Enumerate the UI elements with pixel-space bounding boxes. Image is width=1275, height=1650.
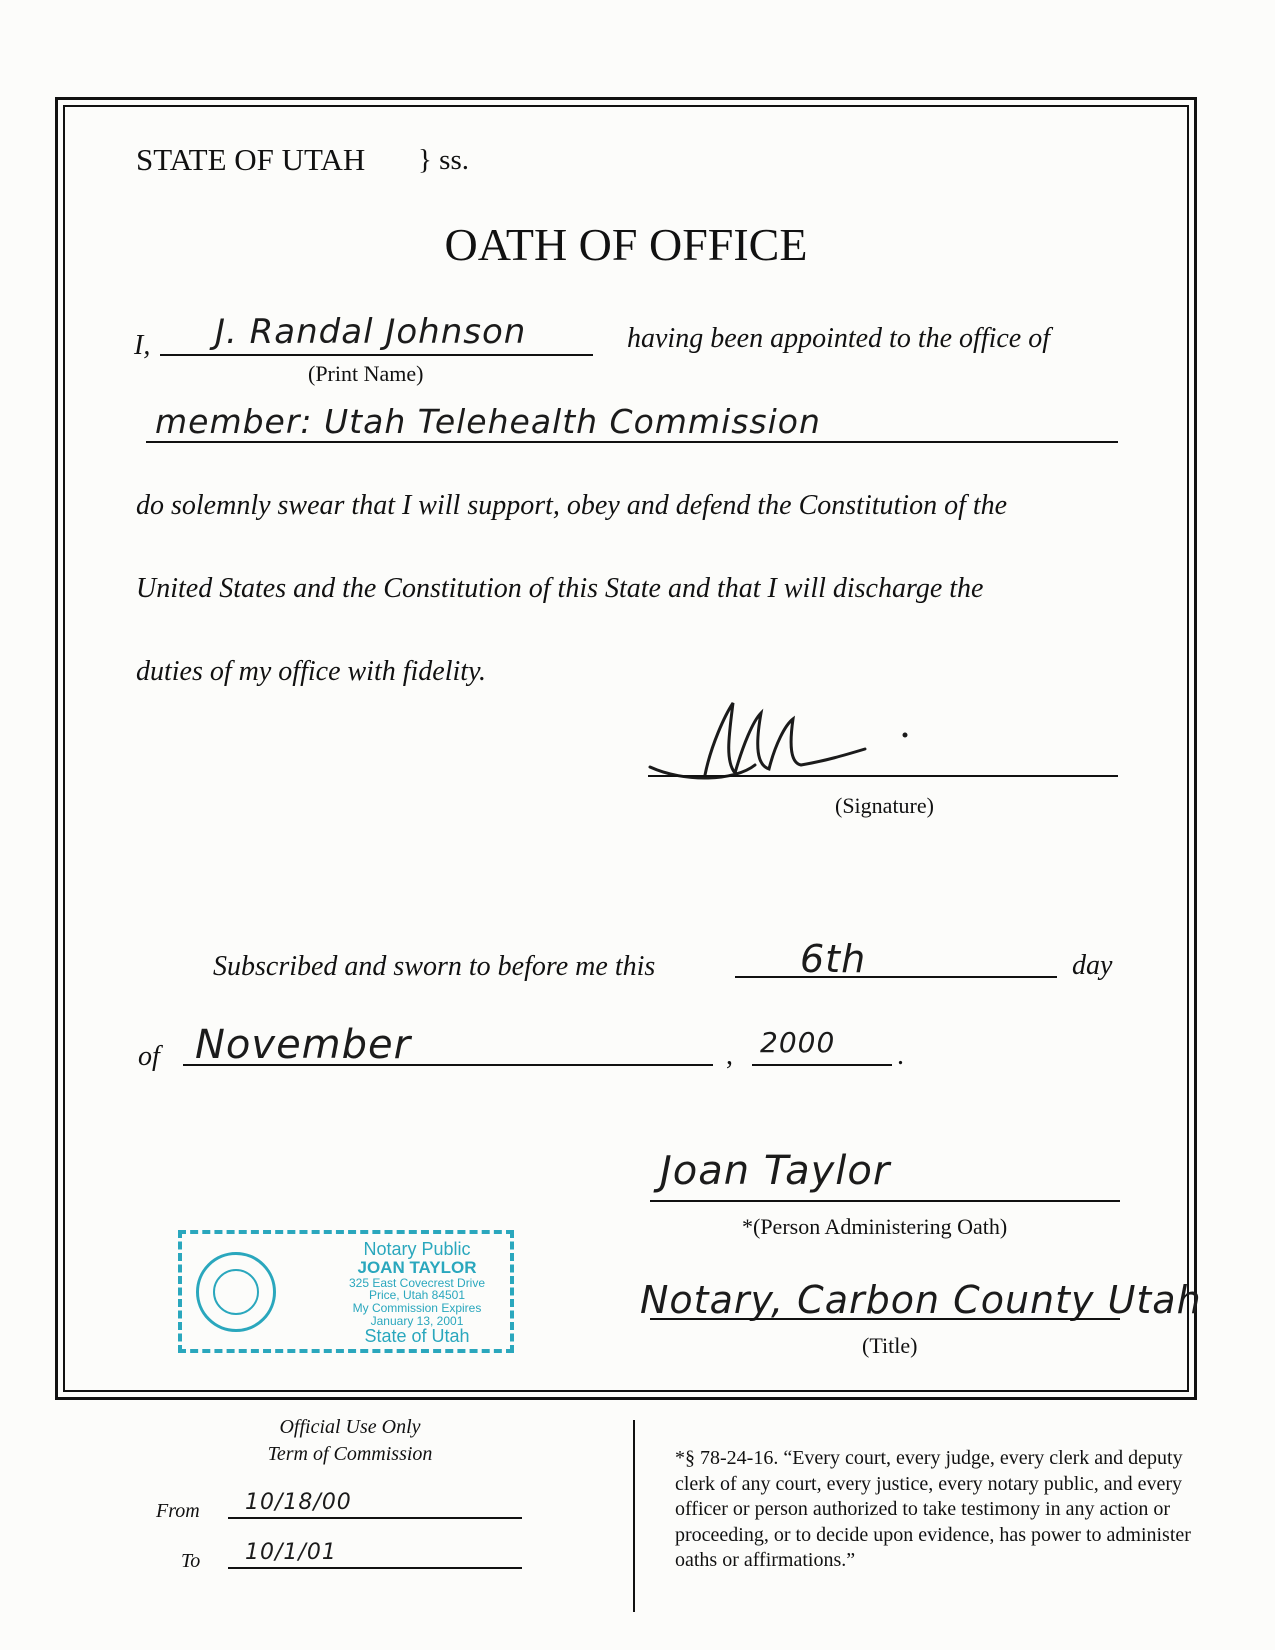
ss-label: } ss. — [418, 144, 469, 176]
administrator-caption: *(Person Administering Oath) — [742, 1214, 1008, 1239]
stamp-line-3: 325 East Covecrest Drive — [348, 1275, 486, 1290]
administrator-line — [650, 1200, 1120, 1202]
stamp-line-1: Notary Public — [363, 1239, 471, 1259]
official-use-heading — [230, 1414, 470, 1468]
official-use-line-1: Official Use Only — [279, 1416, 421, 1438]
month-value: November — [195, 1022, 412, 1068]
footer-divider — [633, 1420, 635, 1612]
state-seal-icon — [196, 1252, 276, 1332]
of-label: of — [138, 1041, 160, 1072]
stamp-text — [322, 1240, 512, 1346]
notary-stamp — [178, 1230, 514, 1353]
signature-caption: (Signature) — [835, 793, 934, 818]
title-caption: (Title) — [862, 1333, 918, 1358]
day-label: day — [1072, 950, 1113, 981]
stamp-line-6: January 13, 2001 — [370, 1313, 464, 1328]
oath-body-line-2: United States and the Constitution of this State and that I will discharge the — [136, 573, 984, 604]
oath-body-line-1: do solemnly swear that I will support, obey and defend the Constitution of the — [136, 490, 1008, 521]
stamp-line-7: State of Utah — [364, 1326, 470, 1347]
oath-body-line-3: duties of my office with fidelity. — [136, 656, 486, 687]
signature-mark — [645, 695, 925, 795]
year-line — [752, 1064, 892, 1066]
document-title: OATH OF OFFICE — [444, 219, 808, 270]
office-line — [146, 441, 1118, 443]
month-line — [183, 1064, 713, 1066]
statute-text: *§ 78-24-16. “Every court, every judge, every clerk and deputy clerk of any court, every justice, every notary public, and every officer or person authorized to take testimony in any action or proceeding, or to decide upon evidence, has power to administer oaths or affirmations.” — [675, 1447, 1191, 1572]
to-label: To — [181, 1550, 201, 1572]
print-name-caption: (Print Name) — [308, 361, 424, 386]
day-value: 6th — [800, 937, 867, 981]
date-comma: , — [726, 1040, 733, 1071]
from-line — [228, 1517, 522, 1519]
administrator-name-value: Joan Taylor — [660, 1148, 891, 1194]
title-line — [650, 1318, 1120, 1320]
print-name-value: J. Randal Johnson — [215, 312, 527, 352]
signature-line — [648, 775, 1118, 777]
stamp-line-5: My Commission Expires — [352, 1300, 482, 1315]
stamp-line-2: JOAN TAYLOR — [357, 1257, 477, 1277]
administrator-title-value: Notary, Carbon County Utah — [640, 1278, 1202, 1322]
appointed-text: having been appointed to the office of — [627, 323, 1051, 354]
office-value: member: Utah Telehealth Commission — [155, 402, 821, 441]
i-label: I, — [134, 330, 151, 361]
inner-border — [63, 105, 1189, 1392]
date-period: . — [897, 1040, 904, 1071]
from-value: 10/18/00 — [245, 1490, 352, 1515]
from-label: From — [156, 1500, 200, 1522]
print-name-line — [160, 354, 593, 356]
stamp-line-4: Price, Utah 84501 — [368, 1288, 466, 1303]
subscribed-text: Subscribed and sworn to before me this — [213, 951, 656, 982]
to-value: 10/1/01 — [245, 1540, 337, 1565]
day-line — [735, 976, 1057, 978]
year-value: 2000 — [760, 1026, 836, 1059]
state-label: STATE OF UTAH — [136, 142, 366, 177]
to-line — [228, 1567, 522, 1569]
official-use-line-2: Term of Commission — [267, 1443, 433, 1465]
